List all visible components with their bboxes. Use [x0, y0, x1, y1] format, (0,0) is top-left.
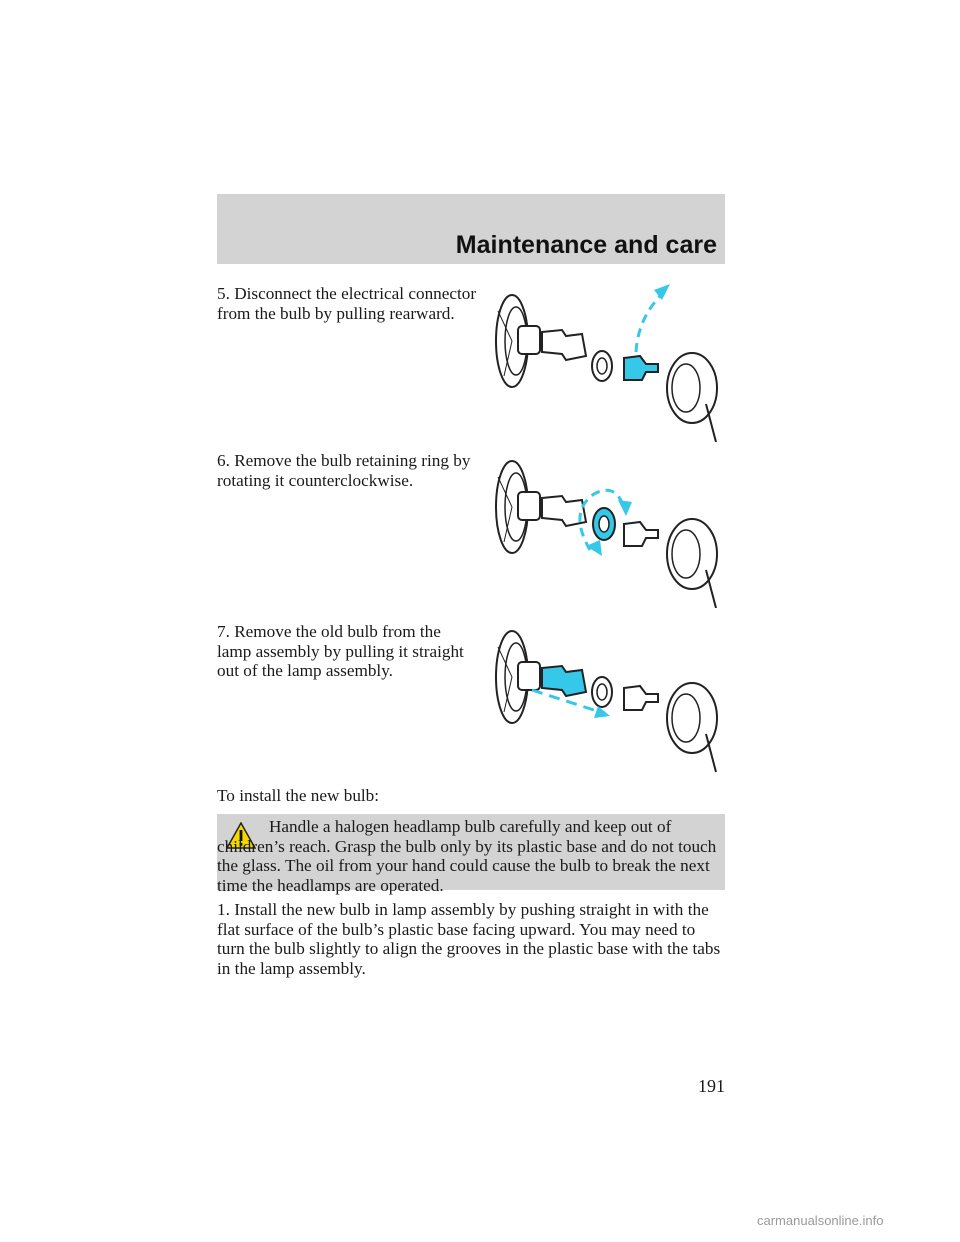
watermark: carmanualsonline.info [757, 1213, 884, 1228]
page-number: 191 [698, 1076, 725, 1096]
section-title: Maintenance and care [455, 231, 717, 259]
step-7-text: 7. Remove the old bulb from the lamp assembly by pulling it straight out of the lamp assembly. [217, 622, 464, 680]
section-header-band [217, 194, 725, 264]
illustration-disconnect-connector [476, 276, 730, 442]
warning-text: Handle a halogen headlamp bulb carefully and keep out of children’s reach. Grasp the bulb only by its plastic base and do not touch the glass. The oil from your hand could cause the bulb to break the next time the headlamps are operated. [217, 817, 717, 895]
step-6-text: 6. Remove the bulb retaining ring by rotating it counterclockwise. [217, 451, 471, 490]
warning-box [217, 814, 725, 895]
illustration-remove-retaining-ring [476, 442, 730, 608]
install-intro: To install the new bulb: [217, 786, 380, 805]
illustration-remove-old-bulb [476, 612, 730, 778]
install-step-1-text: 1. Install the new bulb in lamp assembly by pushing straight in with the flat surface of the bulb’s plastic base facing upward. You may need to turn the bulb slightly to align the grooves in the plastic base with the tabs in the lamp assembly. [217, 900, 721, 978]
step-5-text: 5. Disconnect the electrical connector from the bulb by pulling rearward. [217, 284, 477, 323]
